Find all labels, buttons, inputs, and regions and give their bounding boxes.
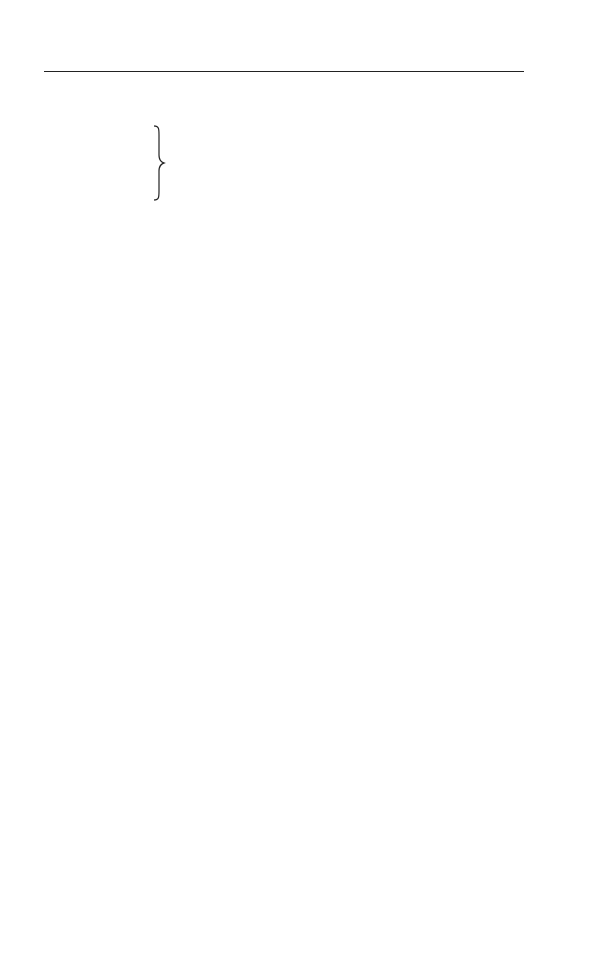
- left-column: [44, 97, 266, 217]
- hair-label: [44, 105, 266, 125]
- brace-icon: [152, 125, 166, 201]
- header-rule: [44, 71, 524, 72]
- hair-block: [44, 125, 266, 201]
